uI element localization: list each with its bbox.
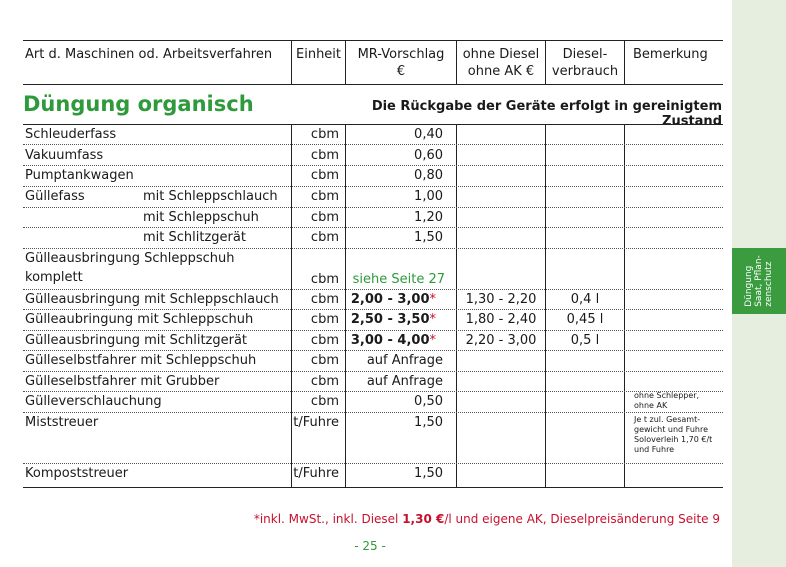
row-price: 1,20: [414, 210, 443, 225]
header-col-machine: Art d. Maschinen od. Arbeitsverfahren: [25, 47, 273, 62]
row-separator: [23, 371, 723, 372]
row-name: Gülleaubringung mit Schleppschuh: [25, 312, 254, 327]
row-separator: [23, 207, 723, 208]
row-separator: [23, 463, 723, 464]
row-separator: [23, 227, 723, 228]
row-price: 1,50: [414, 415, 443, 430]
row-unit: cbm: [310, 292, 339, 307]
row-separator: [23, 289, 723, 290]
row-remark: Je t zul. Gesamt- gewicht und Fuhre Soloverleih 1,70 €/t und Fuhre: [634, 415, 713, 454]
header-col-unit: Einheit: [296, 47, 342, 62]
row-separator: [23, 487, 723, 488]
row-name: Schleuderfass: [25, 127, 117, 142]
header-divider: [291, 40, 292, 84]
row-unit: cbm: [310, 333, 339, 348]
row-diesel-use: 0,5 l: [570, 333, 600, 348]
row-price: auf Anfrage: [366, 353, 443, 368]
header-col-diesel: Diesel- verbrauch: [551, 47, 619, 79]
header-col-price: MR-Vorschlag €: [357, 47, 445, 79]
table-body-top-rule: [23, 124, 723, 125]
row-name: Gülleausbringung Schleppschuh: [25, 251, 235, 266]
row-name: Gülleselbstfahrer mit Schleppschuh: [25, 353, 257, 368]
row-name: Güllefass: [25, 189, 85, 204]
row-name-cont: komplett: [25, 270, 83, 285]
row-nodiesel-price: 2,20 - 3,00: [465, 333, 537, 348]
header-divider: [624, 40, 625, 84]
section-title: Düngung organisch: [23, 92, 254, 116]
page-number: - 25 -: [354, 539, 386, 553]
row-variant: mit Schleppschuh: [143, 210, 259, 225]
row-separator: [23, 144, 723, 145]
row-unit: cbm: [310, 374, 339, 389]
chapter-tab[interactable]: [732, 248, 786, 314]
row-name: Gülleverschlauchung: [25, 394, 162, 409]
row-price: 0,50: [414, 394, 443, 409]
row-separator: [23, 309, 723, 310]
row-price: 2,00 - 3,00*: [350, 292, 436, 307]
row-unit: cbm: [310, 353, 339, 368]
row-price: 0,60: [414, 148, 443, 163]
row-name: Gülleausbringung mit Schlitzgerät: [25, 333, 248, 348]
row-name: Gülleselbstfahrer mit Grubber: [25, 374, 220, 389]
row-name: Pumptankwagen: [25, 168, 134, 183]
row-price: 3,00 - 4,00*: [350, 333, 436, 348]
row-unit: cbm: [310, 168, 339, 183]
row-unit: cbm: [310, 148, 339, 163]
row-price: 0,40: [414, 127, 443, 142]
row-nodiesel-price: 1,30 - 2,20: [465, 292, 537, 307]
table-top-rule: [23, 40, 723, 41]
chapter-tab-label: Düngung Saat, Pflan- zenschutz: [744, 255, 774, 307]
row-separator: [23, 350, 723, 351]
row-unit: t/Fuhre: [293, 415, 339, 430]
row-unit: cbm: [310, 127, 339, 142]
row-price: 1,50: [414, 230, 443, 245]
header-bottom-rule: [23, 84, 723, 85]
row-unit: cbm: [310, 312, 339, 327]
row-unit: cbm: [310, 272, 339, 287]
row-unit: cbm: [310, 189, 339, 204]
row-name: Gülleausbringung mit Schleppschlauch: [25, 292, 279, 307]
row-separator: [23, 412, 723, 413]
row-price: 2,50 - 3,50*: [350, 312, 436, 327]
row-unit: t/Fuhre: [293, 466, 339, 481]
row-price: siehe Seite 27: [352, 272, 445, 287]
row-separator: [23, 165, 723, 166]
row-remark: ohne Schlepper, ohne AK: [634, 391, 700, 410]
row-diesel-use: 0,45 l: [566, 312, 604, 327]
row-name: Kompoststreuer: [25, 466, 129, 481]
row-name: Vakuumfass: [25, 148, 104, 163]
row-separator: [23, 391, 723, 392]
row-unit: cbm: [310, 394, 339, 409]
row-price: auf Anfrage: [366, 374, 443, 389]
row-price: 1,50: [414, 466, 443, 481]
footnote: *inkl. MwSt., inkl. Diesel 1,30 €/l und eigene AK, Dieselpreisänderung Seite 9: [253, 512, 720, 526]
row-separator: [23, 248, 723, 249]
header-col-nodiesel: ohne Diesel ohne AK €: [462, 47, 540, 79]
header-col-remark: Bemerkung: [633, 47, 708, 62]
row-variant: mit Schleppschlauch: [143, 189, 278, 204]
row-diesel-use: 0,4 l: [570, 292, 600, 307]
row-price: 1,00: [414, 189, 443, 204]
row-nodiesel-price: 1,80 - 2,40: [465, 312, 537, 327]
row-price: 0,80: [414, 168, 443, 183]
row-name: Miststreuer: [25, 415, 99, 430]
column-divider: [624, 124, 625, 487]
row-unit: cbm: [310, 210, 339, 225]
section-subtitle: Die Rückgabe der Geräte erfolgt in gereinigtem Zustand: [371, 99, 722, 129]
row-unit: cbm: [310, 230, 339, 245]
row-variant: mit Schlitzgerät: [143, 230, 246, 245]
row-separator: [23, 330, 723, 331]
row-separator: [23, 186, 723, 187]
